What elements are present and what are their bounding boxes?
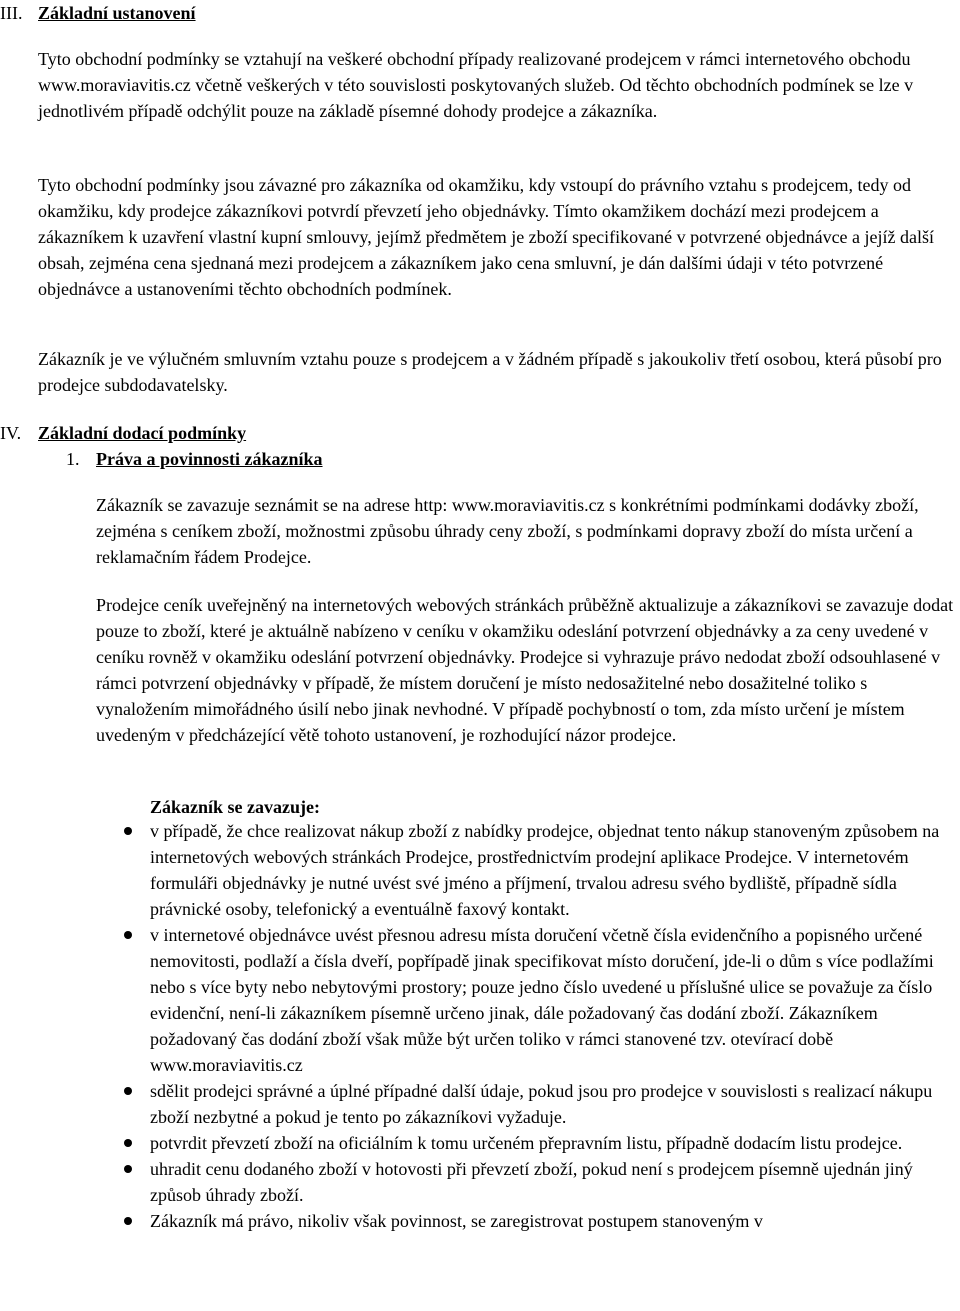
bullet-icon bbox=[124, 1139, 132, 1147]
section-3-title: Základní ustanovení bbox=[38, 3, 196, 23]
bullet-icon bbox=[124, 1087, 132, 1095]
section-3-heading bbox=[0, 0, 196, 26]
list-item: potvrdit převzetí zboží na oficiálním k tomu určeném přepravním listu, případně dodacím listu prodejce. bbox=[150, 1130, 958, 1156]
section-3-number: III. bbox=[0, 3, 23, 23]
list-item: v případě, že chce realizovat nákup zboží z nabídky prodejce, objednat tento nákup stanoveným způsobem na internetových webových stránkách Prodejce, prostřednictvím prodejní aplikace Prodejce. V internetovém formuláři objednávky je nutné uvést své jméno a příjmení, trvalou adresu svého bydliště, případně sídla právnické osoby, telefonický a eventuálně faxový kontakt. bbox=[150, 818, 958, 922]
section-4-heading bbox=[0, 420, 246, 446]
bullet-icon bbox=[124, 827, 132, 835]
subsection-1-number: 1. bbox=[66, 449, 80, 469]
section-4-paragraph-2: Prodejce ceník uveřejněný na internetových webových stránkách průběžně aktualizuje a zákazníkovi se zavazuje dodat pouze to zboží, které je aktuálně nabízeno v ceníku v okamžiku odeslání potvrzení objednávky a za ceny uvedené v ceníku rovněž v okamžiku odeslání potvrzení objednávky. Prodejce si vyhrazuje právo nedodat zboží odsouhlasené v rámci potvrzení objednávky v případě, že místem doručení je místo nedosažitelné nebo dosažitelné toliko s vynaložením mimořádného úsilí nebo jinak nevhodné. V případě pochybností o tom, zda místo určení je místem uvedeným v předcházející větě tohoto ustanovení, je rozhodující názor prodejce. bbox=[96, 595, 954, 745]
list-item: v internetové objednávce uvést přesnou adresu místa doručení včetně čísla evidenčního a popisného určené nemovitosti, podlaží a čísla dveří, popřípadě jinak specifikovat místo doručení, jde-li o dům s více podlažími nebo s více byty nebo nebytovými prostory; pouze jedno číslo uvedené u příslušné ulice se považuje za číslo evidenční, není-li zákazníkem písemně určeno jinak, dále požadovaný čas dodání zboží. Zákazníkem požadovaný čas dodání zboží však může být určen toliko v rámci stanovené tzv. otevírací době www.moraviavitis.cz bbox=[150, 922, 958, 1078]
bullet-icon bbox=[124, 1165, 132, 1173]
obligations-list bbox=[150, 818, 958, 1234]
bullet-icon bbox=[124, 1217, 132, 1225]
section-4-number: IV. bbox=[0, 423, 22, 443]
obligations-heading: Zákazník se zavazuje: bbox=[150, 797, 320, 817]
section-4-title: Základní dodací podmínky bbox=[38, 423, 247, 443]
section-4-paragraph-1: Zákazník se zavazuje seznámit se na adrese http: www.moraviavitis.cz s konkrétními podmínkami dodávky zboží, zejména s ceníkem zboží, možnostmi způsobu úhrady ceny zboží, s podmínkami dopravy zboží do místa určení a reklamačním řádem Prodejce. bbox=[96, 495, 919, 567]
subsection-1-heading bbox=[66, 446, 323, 472]
list-item: Zákazník má právo, nikoliv však povinnost, se zaregistrovat postupem stanoveným v bbox=[150, 1208, 958, 1234]
list-item: sdělit prodejci správné a úplné případné další údaje, pokud jsou pro prodejce v souvislosti s realizací nákupu zboží nezbytné a pokud je tento po zákazníkovi vyžaduje. bbox=[150, 1078, 958, 1130]
subsection-1-title: Práva a povinnosti zákazníka bbox=[96, 449, 323, 469]
section-3-paragraph-3: Zákazník je ve výlučném smluvním vztahu pouze s prodejcem a v žádném případě s jakoukoliv třetí osobou, která působí pro prodejce subdodavatelsky. bbox=[38, 349, 942, 395]
section-3-paragraph-2: Tyto obchodní podmínky jsou závazné pro zákazníka od okamžiku, kdy vstoupí do právního vztahu s prodejcem, tedy od okamžiku, kdy prodejce zákazníkovi potvrdí převzetí jeho objednávky. Tímto okamžikem dochází mezi prodejcem a zákazníkem k uzavření vlastní kupní smlouvy, jejímž předmětem je zboží specifikované v potvrzené objednávce a jejíž další obsah, zejména cena sjednaná mezi prodejcem a zákazníkem jako cena smluvní, je dán dalšími údaji v této potvrzené objednávce a ustanoveními těchto obchodních podmínek. bbox=[38, 175, 935, 299]
section-3-paragraph-1: Tyto obchodní podmínky se vztahují na veškeré obchodní případy realizované prodejcem v rámci internetového obchodu www.moraviavitis.cz včetně veškerých v této souvislosti poskytovaných služeb. Od těchto obchodních podmínek se lze v jednotlivém případě odchýlit pouze na základě písemné dohody prodejce a zákazníka. bbox=[38, 49, 914, 121]
list-item: uhradit cenu dodaného zboží v hotovosti při převzetí zboží, pokud není s prodejcem písemně ujednán jiný způsob úhrady zboží. bbox=[150, 1156, 958, 1208]
bullet-icon bbox=[124, 931, 132, 939]
